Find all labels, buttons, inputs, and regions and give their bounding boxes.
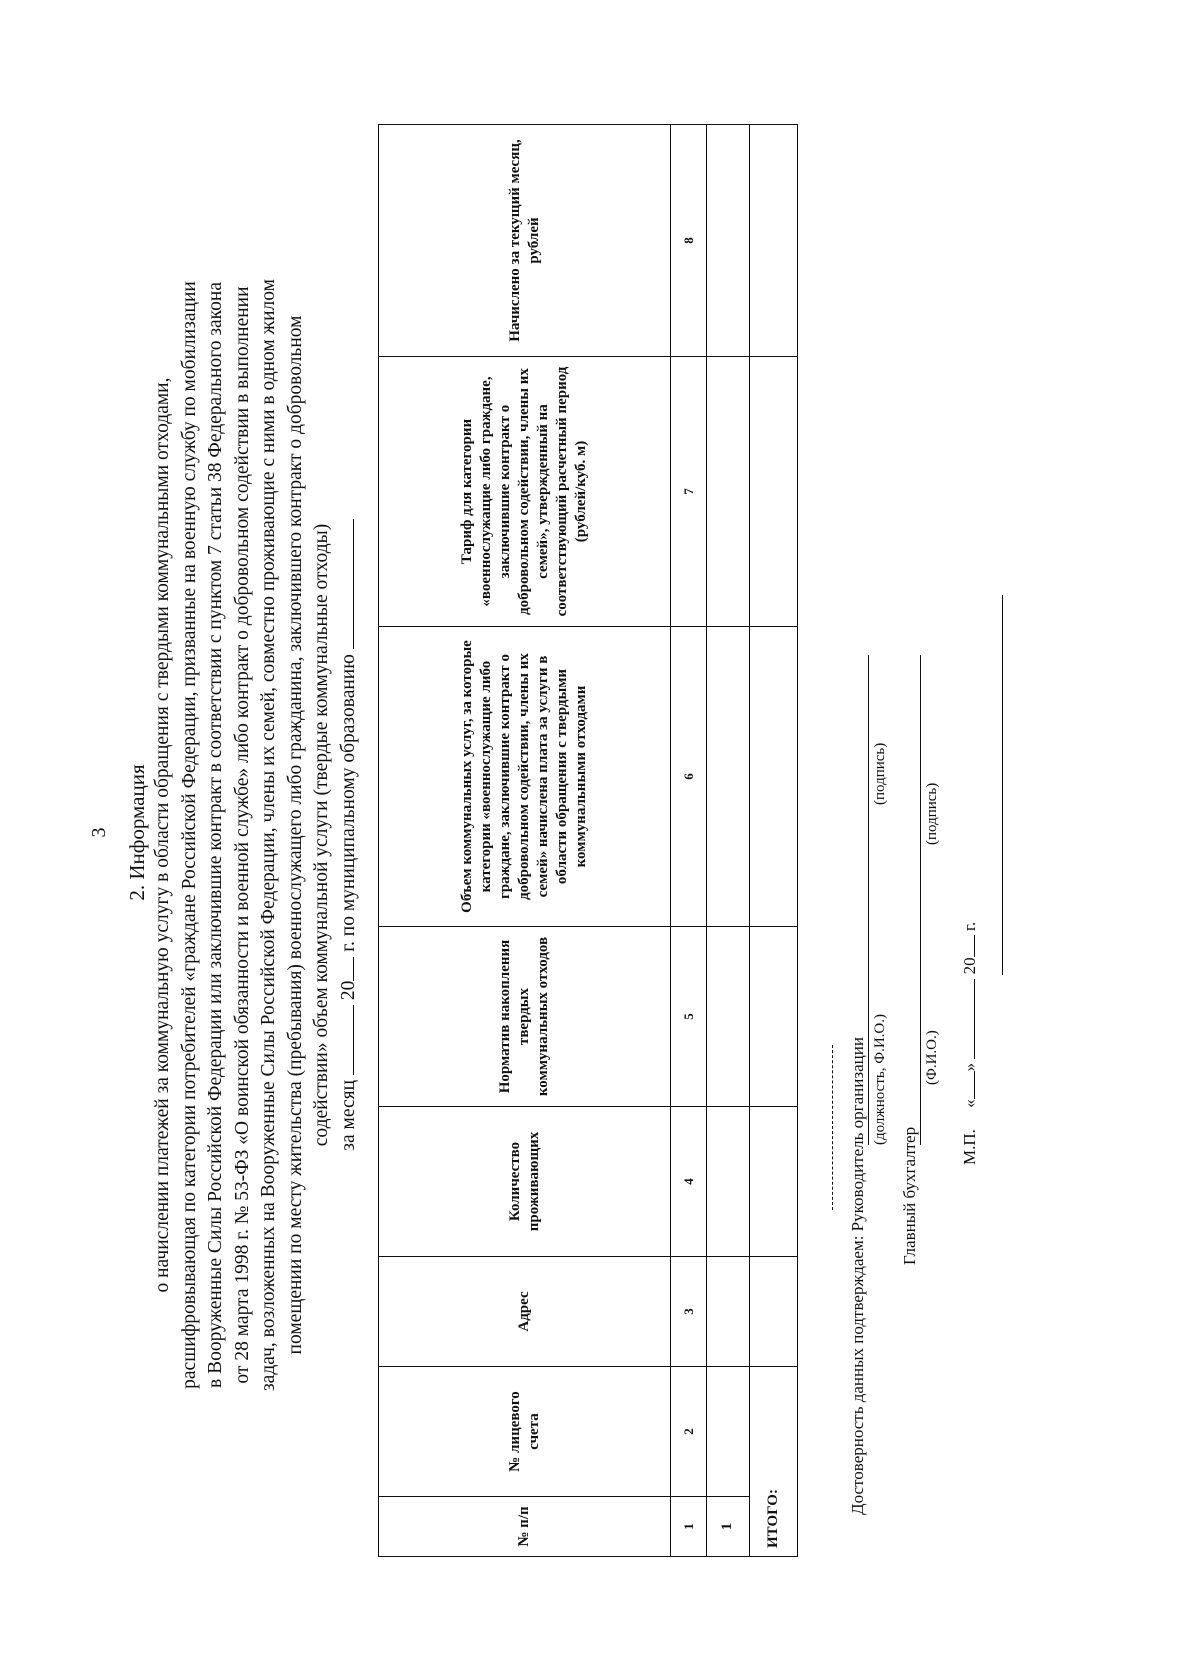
intro-line: в Вооруженные Силы Российской Федерации или заключившие контракт в соответствии с пунктом 7 статьи 38 Федерального закона — [205, 281, 226, 1389]
table-cell: 1 — [706, 1497, 750, 1557]
column-number: 1 — [671, 1497, 706, 1557]
column-header: Начислено за текущий месяц, рублей — [379, 125, 671, 357]
year-prefix: 20 — [337, 980, 359, 1001]
intro-line: от 28 марта 1998 г. № 53-ФЗ «О воинской обязанности и военной службе» либо контракт о добровольном содействии в выполнении — [231, 286, 253, 1384]
column-number: 7 — [671, 357, 706, 627]
table-cell[interactable] — [706, 1257, 750, 1367]
position-blank[interactable] — [868, 825, 869, 1145]
column-header: № лицевого счета — [379, 1367, 671, 1497]
table-cell[interactable] — [706, 627, 750, 927]
column-number: 3 — [671, 1257, 706, 1367]
column-header: Норматив накопления твердых коммунальных отходов — [379, 927, 671, 1107]
table-cell[interactable] — [750, 125, 798, 357]
intro-line: помещении по месту жительства (пребывания) военнослужащего либо гражданина, заключившего контракт о добровольном — [284, 315, 306, 1355]
date-open-quote: « — [960, 1099, 979, 1108]
month-date-blank[interactable] — [973, 979, 975, 1059]
date-year-prefix: 20 — [960, 957, 979, 975]
table-cell[interactable] — [750, 627, 798, 927]
column-header: Количество проживающих — [379, 1107, 671, 1257]
bottom-blank-line — [1002, 595, 1003, 975]
table-cell[interactable] — [750, 1107, 798, 1257]
accountant-name-blank[interactable] — [920, 865, 921, 1145]
column-header: Тариф для категории «военнослужащие либо граждане, заключившие контракт о добровольном содействии, члены их семей», утвержденный на соответствующий расчетный период (рублей/куб. м) — [379, 357, 671, 627]
column-header: № п/п — [379, 1497, 671, 1557]
document-title: 2. Информация — [125, 764, 149, 901]
total-row — [750, 125, 798, 1557]
fio-caption: (Ф.И.О.) — [924, 1030, 940, 1085]
day-blank[interactable] — [973, 1071, 975, 1099]
month-blank[interactable] — [352, 1005, 354, 1075]
director-signature-blank[interactable] — [868, 655, 869, 835]
total-label: ИТОГО: — [750, 1367, 798, 1557]
table-cell[interactable] — [750, 927, 798, 1107]
payments-table — [378, 124, 798, 1557]
year-blank[interactable] — [352, 957, 354, 981]
table-cell[interactable] — [706, 927, 750, 1107]
column-number: 4 — [671, 1107, 706, 1257]
separator-dashed-line — [832, 1045, 833, 1210]
confirm-text: Достоверность данных подтверждаем: Руководитель организации — [848, 1037, 867, 1515]
table-cell[interactable] — [706, 1367, 750, 1497]
intro-line: задач, возложенных на Вооруженные Силы Российской Федерации, члены их семей, совместно проживающие с ними в одном жилом — [258, 278, 279, 1392]
date-year-blank[interactable] — [973, 935, 975, 957]
stamp-date-line — [960, 922, 980, 1165]
column-header: Объем коммунальных услуг, за которые категории «военнослужащие либо граждане, заключившие контракт о добровольном содействии, члены их семей» начислена плата за услуги в области обращения с твердыми коммунальными отходами — [379, 627, 671, 927]
intro-paragraph — [150, 185, 362, 1485]
intro-line: о начислении платежей за коммунальную услугу в области обращения с твердыми коммунальными отходами, — [152, 377, 173, 1293]
table-cell[interactable] — [750, 1257, 798, 1367]
column-number: 6 — [671, 627, 706, 927]
column-number-row — [671, 125, 706, 1557]
column-number: 5 — [671, 927, 706, 1107]
intro-line: содействии» объем коммунальной услуги (твердые коммунальные отходы) — [311, 523, 332, 1147]
period-prefix: за месяц — [337, 1079, 359, 1151]
intro-line: расшифровывающая по категории потребителей «граждане Российской Федерации, призванные на военную службу по мобилизации — [178, 281, 200, 1389]
position-caption: (должность, Ф.И.О.) — [872, 1014, 888, 1145]
period-line — [336, 185, 363, 1485]
table-cell[interactable] — [706, 357, 750, 627]
column-number: 2 — [671, 1367, 706, 1497]
signature-caption-2: (подпись) — [924, 782, 940, 845]
table-cell[interactable] — [750, 357, 798, 627]
column-number: 8 — [671, 125, 706, 357]
municipality-blank[interactable] — [352, 519, 354, 649]
accountant-signature-blank[interactable] — [920, 655, 921, 875]
signature-caption: (подпись) — [872, 742, 888, 805]
stamp-label: М.П. — [960, 1129, 979, 1165]
period-suffix: г. по муниципальному образованию — [337, 654, 359, 952]
page-number: 3 — [88, 827, 110, 838]
accountant-label: Главный бухгалтер — [900, 1126, 919, 1265]
date-close-quote: » — [960, 1062, 979, 1072]
date-year-suffix: г. — [960, 921, 979, 932]
table-cell[interactable] — [706, 1107, 750, 1257]
table-row — [706, 125, 750, 1557]
column-header: Адрес — [379, 1257, 671, 1367]
table-cell[interactable] — [706, 125, 750, 357]
table-header-row — [379, 125, 671, 1557]
